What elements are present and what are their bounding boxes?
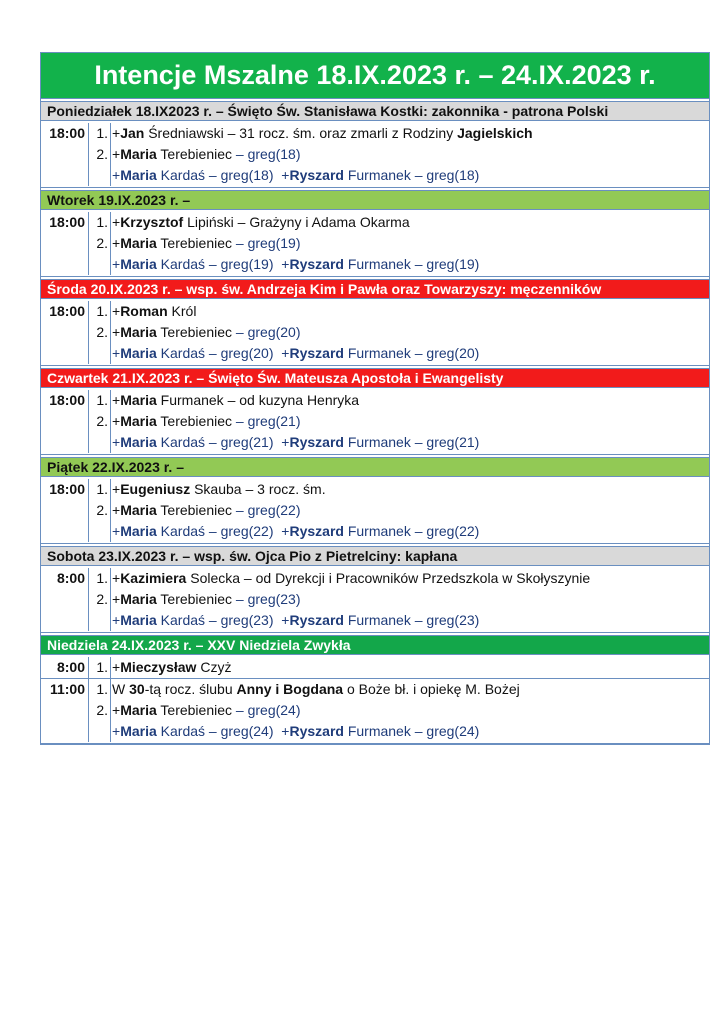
text-segment: Maria [120, 235, 157, 251]
intention-row [41, 610, 709, 631]
text-segment: Maria [120, 591, 157, 607]
intentions-sheet [40, 53, 710, 745]
day-intentions [41, 568, 709, 633]
mass-time: 18:00 [41, 212, 89, 233]
text-segment: + [112, 235, 121, 251]
text-segment: Maria [120, 502, 157, 518]
text-segment: + [112, 702, 121, 718]
text-segment: + [281, 167, 290, 183]
intention-text [111, 610, 709, 631]
text-segment: Czyż [196, 659, 232, 675]
text-segment: Terebieniec [156, 591, 236, 607]
text-segment: + [112, 502, 121, 518]
text-segment: + [112, 345, 121, 361]
day-intentions [41, 657, 709, 744]
text-segment: + [281, 434, 290, 450]
text-segment: Jan [120, 125, 145, 141]
intention-text [111, 589, 709, 610]
text-segment: Ryszard [289, 612, 344, 628]
intention-text [111, 254, 709, 275]
text-segment: Kardaś – greg(20) [156, 345, 274, 361]
intention-number: 2. [89, 233, 111, 254]
text-segment: + [112, 324, 121, 340]
intention-number: 1. [89, 212, 111, 233]
mass-time: 11:00 [41, 679, 89, 700]
text-segment: + [112, 146, 121, 162]
text-segment: – greg(24) [235, 702, 301, 718]
intention-text [111, 657, 709, 678]
day-header: Czwartek 21.IX.2023 r. – Święto Św. Mateusza Apostoła i Ewangelisty [41, 368, 709, 388]
intention-text [111, 212, 709, 233]
text-segment: Terebieniec [156, 146, 236, 162]
text-segment: Ryszard [289, 723, 344, 739]
text-segment: Furmanek – greg(20) [343, 345, 480, 361]
text-segment: + [281, 256, 290, 272]
intention-text [111, 432, 709, 453]
intention-number: 1. [89, 301, 111, 322]
intention-number: 2. [89, 700, 111, 721]
day-header: Wtorek 19.IX.2023 r. – [41, 190, 709, 210]
text-segment: Furmanek – greg(19) [343, 256, 480, 272]
text-segment: Roman [120, 303, 168, 319]
text-segment: Terebieniec [156, 324, 236, 340]
text-segment: Maria [120, 256, 157, 272]
intention-number: 1. [89, 390, 111, 411]
text-segment: + [112, 723, 121, 739]
intention-row [41, 411, 709, 432]
intention-number: 1. [89, 679, 111, 700]
mass-time [41, 500, 89, 521]
mass-time [41, 589, 89, 610]
text-segment: -tą rocz. ślubu [144, 681, 237, 697]
text-segment: + [112, 413, 121, 429]
text-segment: Eugeniusz [120, 481, 191, 497]
intention-number: 1. [89, 568, 111, 589]
intention-row [41, 700, 709, 721]
mass-time: 8:00 [41, 657, 89, 678]
text-segment: Terebieniec [156, 702, 236, 718]
text-segment: 30 [129, 681, 145, 697]
intention-row [41, 123, 709, 144]
text-segment: Krzysztof [120, 214, 184, 230]
mass-time [41, 411, 89, 432]
text-segment: – greg(19) [235, 235, 301, 251]
intention-row [41, 500, 709, 521]
intention-text [111, 123, 709, 144]
text-segment: Maria [120, 167, 157, 183]
text-segment: Anny i Bogdana [236, 681, 344, 697]
intention-text [111, 500, 709, 521]
mass-time [41, 343, 89, 364]
intention-text [111, 233, 709, 254]
intention-text [111, 521, 709, 542]
mass-time: 18:00 [41, 301, 89, 322]
text-segment: Furmanek – od kuzyna Henryka [156, 392, 360, 408]
intention-number: 1. [89, 657, 111, 678]
text-segment: Furmanek – greg(18) [343, 167, 480, 183]
intention-number: 2. [89, 411, 111, 432]
intention-number: 2. [89, 144, 111, 165]
text-segment: Furmanek – greg(24) [343, 723, 480, 739]
text-segment: + [112, 392, 121, 408]
text-segment: Maria [120, 392, 157, 408]
text-segment: Maria [120, 345, 157, 361]
text-segment: + [112, 591, 121, 607]
text-segment: Maria [120, 413, 157, 429]
mass-time [41, 432, 89, 453]
text-segment: + [112, 612, 121, 628]
text-segment: Furmanek – greg(22) [343, 523, 480, 539]
text-segment: Kardaś – greg(24) [156, 723, 274, 739]
text-segment: + [112, 481, 121, 497]
day-header: Niedziela 24.IX.2023 r. – XXV Niedziela Zwykła [41, 635, 709, 655]
mass-time: 18:00 [41, 390, 89, 411]
intention-text [111, 721, 709, 742]
mass-time [41, 721, 89, 742]
intention-row [41, 679, 709, 700]
day-header: Piątek 22.IX.2023 r. – [41, 457, 709, 477]
text-segment: + [112, 303, 121, 319]
intention-number [89, 521, 111, 542]
intention-text [111, 144, 709, 165]
day-intentions [41, 212, 709, 277]
day-header: Poniedziałek 18.IX2023 r. – Święto Św. Stanisława Kostki: zakonnika - patrona Polski [41, 101, 709, 121]
text-segment: + [112, 434, 121, 450]
text-segment: Maria [120, 612, 157, 628]
text-segment: Kardaś – greg(21) [156, 434, 274, 450]
text-segment: Furmanek – greg(21) [343, 434, 480, 450]
text-segment: Terebieniec [156, 413, 236, 429]
intention-row [41, 589, 709, 610]
day-header: Środa 20.IX.2023 r. – wsp. św. Andrzeja Kim i Pawła oraz Towarzyszy: męczenników [41, 279, 709, 299]
text-segment: W [112, 681, 130, 697]
text-segment: Solecka – od Dyrekcji i Pracowników Przedszkola w Skołyszynie [186, 570, 591, 586]
intention-row [41, 568, 709, 589]
text-segment: Kardaś – greg(22) [156, 523, 274, 539]
intention-row [41, 432, 709, 453]
intention-row [41, 301, 709, 322]
intention-row [41, 233, 709, 254]
text-segment: Ryszard [289, 523, 344, 539]
text-segment: – greg(18) [235, 146, 301, 162]
text-segment: + [112, 167, 121, 183]
intention-row [41, 521, 709, 542]
text-segment: – greg(22) [235, 502, 301, 518]
intention-text [111, 568, 709, 589]
intention-number: 2. [89, 322, 111, 343]
intention-number: 1. [89, 479, 111, 500]
text-segment: Maria [120, 434, 157, 450]
mass-time [41, 144, 89, 165]
text-segment: Król [167, 303, 197, 319]
intention-row [41, 165, 709, 186]
text-segment: – greg(20) [235, 324, 301, 340]
intention-text [111, 479, 709, 500]
text-segment: + [281, 723, 290, 739]
text-segment: + [112, 125, 121, 141]
text-segment: Kazimiera [120, 570, 187, 586]
text-segment: Średniawski – 31 rocz. śm. oraz zmarli z Rodziny [144, 125, 458, 141]
text-segment: + [112, 214, 121, 230]
mass-time [41, 233, 89, 254]
text-segment: Kardaś – greg(23) [156, 612, 274, 628]
intention-row [41, 721, 709, 742]
intention-text [111, 322, 709, 343]
intention-row [41, 254, 709, 275]
text-segment: Maria [120, 324, 157, 340]
text-segment: Maria [120, 723, 157, 739]
day-intentions [41, 301, 709, 366]
mass-time [41, 165, 89, 186]
mass-time: 8:00 [41, 568, 89, 589]
intention-number [89, 721, 111, 742]
text-segment: Mieczysław [120, 659, 197, 675]
text-segment: Jagielskich [457, 125, 533, 141]
mass-time [41, 610, 89, 631]
mass-time: 18:00 [41, 123, 89, 144]
text-segment: + [281, 612, 290, 628]
mass-time [41, 521, 89, 542]
text-segment: – greg(23) [235, 591, 301, 607]
days-container [41, 99, 709, 744]
text-segment: Terebieniec [156, 502, 236, 518]
text-segment: Ryszard [289, 167, 344, 183]
intention-number: 2. [89, 500, 111, 521]
intention-number [89, 343, 111, 364]
text-segment: Ryszard [289, 434, 344, 450]
intention-number: 2. [89, 589, 111, 610]
intention-text [111, 343, 709, 364]
day-intentions [41, 390, 709, 455]
intention-row [41, 390, 709, 411]
day-intentions [41, 123, 709, 188]
text-segment: + [112, 570, 121, 586]
intention-text [111, 165, 709, 186]
text-segment: Terebieniec [156, 235, 236, 251]
intention-row [41, 657, 709, 679]
text-segment: Skauba – 3 rocz. śm. [190, 481, 326, 497]
page-title: Intencje Mszalne 18.IX.2023 r. – 24.IX.2023 r. [40, 52, 710, 99]
text-segment: + [281, 523, 290, 539]
text-segment: + [112, 659, 121, 675]
text-segment: + [112, 523, 121, 539]
mass-time [41, 254, 89, 275]
intention-row [41, 479, 709, 500]
intention-number: 1. [89, 123, 111, 144]
day-intentions [41, 479, 709, 544]
text-segment: – greg(21) [235, 413, 301, 429]
intention-row [41, 212, 709, 233]
mass-time: 18:00 [41, 479, 89, 500]
text-segment: Maria [120, 702, 157, 718]
mass-time [41, 700, 89, 721]
intention-row [41, 343, 709, 364]
intention-number [89, 254, 111, 275]
text-segment: Maria [120, 146, 157, 162]
text-segment: Kardaś – greg(19) [156, 256, 274, 272]
text-segment: Lipiński – Grażyny i Adama Okarma [183, 214, 410, 230]
text-segment: Furmanek – greg(23) [343, 612, 480, 628]
intention-number [89, 610, 111, 631]
mass-time [41, 322, 89, 343]
intention-row [41, 144, 709, 165]
intention-text [111, 411, 709, 432]
intention-number [89, 165, 111, 186]
text-segment: Ryszard [289, 345, 344, 361]
intention-text [111, 390, 709, 411]
text-segment: + [112, 256, 121, 272]
day-header: Sobota 23.IX.2023 r. – wsp. św. Ojca Pio z Pietrelciny: kapłana [41, 546, 709, 566]
text-segment: Maria [120, 523, 157, 539]
intention-text [111, 301, 709, 322]
text-segment: Kardaś – greg(18) [156, 167, 274, 183]
text-segment: o Boże bł. i opiekę M. Bożej [343, 681, 520, 697]
intention-row [41, 322, 709, 343]
intention-text [111, 679, 709, 700]
intention-text [111, 700, 709, 721]
text-segment: + [281, 345, 290, 361]
intention-number [89, 432, 111, 453]
text-segment: Ryszard [289, 256, 344, 272]
